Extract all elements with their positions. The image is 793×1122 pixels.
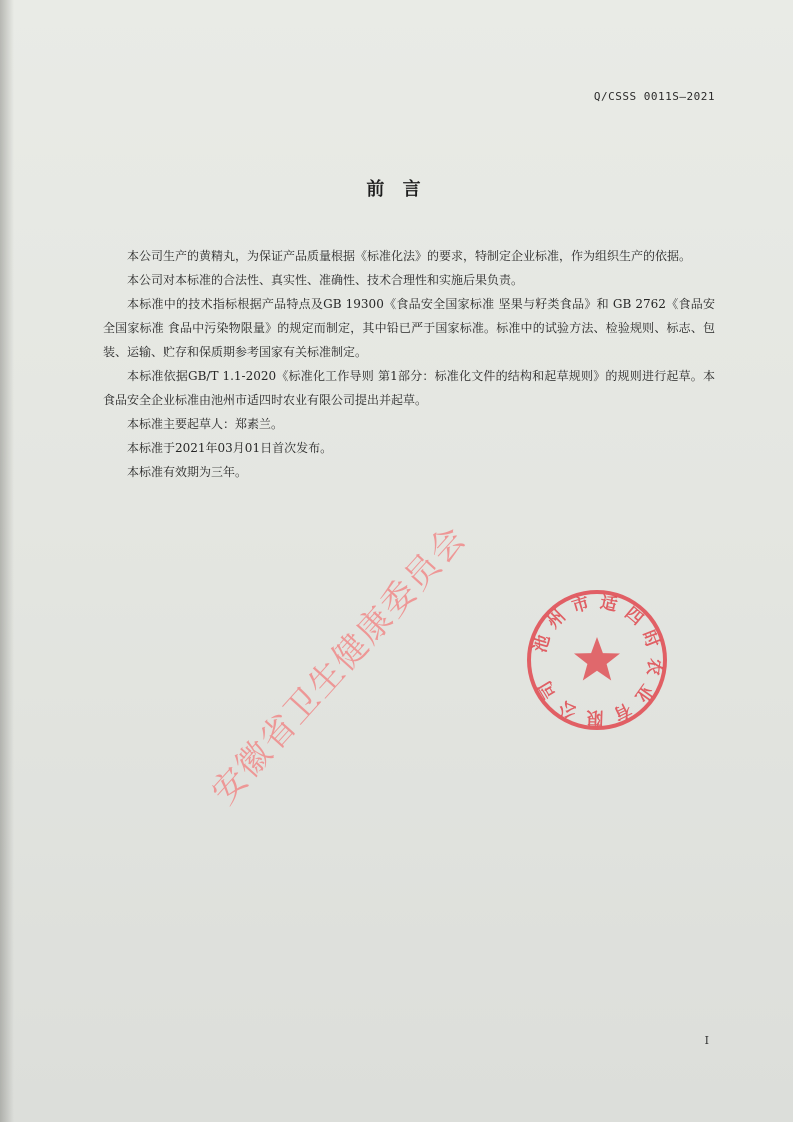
- page-edge-shadow: [0, 0, 14, 1122]
- page-title: 前 言: [366, 179, 427, 200]
- paragraph: 本标准于2021年03月01日首次发布。: [127, 441, 333, 455]
- company-seal: [522, 585, 672, 735]
- paragraph: 本标准中的技术指标根据产品特点及GB 19300《食品安全国家标准 坚果与籽类食品》和 GB 2762《食品安全国家标准 食品中污染物限量》的规定而制定，其中铅已严于国家标准。标准中的试验方法、检验规则、标志、包装、运输、贮存和保质期参考国家有关标准制定。: [103, 297, 715, 359]
- seal-star-icon: [574, 637, 620, 681]
- paragraph: 本标准依据GB/T 1.1-2020《标准化工作导则 第1部分：标准化文件的结构和起草规则》的规则进行起草。本食品安全企业标准由池州市适四时农业有限公司提出并起草。: [103, 369, 715, 407]
- foreword-body: [103, 244, 715, 484]
- paragraph: 本标准主要起草人：郑素兰。: [127, 417, 284, 431]
- standard-code: Q/CSSS 0011S—2021: [593, 90, 715, 103]
- approval-watermark: 安徽省卫生健康委员会: [203, 517, 475, 813]
- paragraph: 本公司生产的黄精丸，为保证产品质量根据《标准化法》的要求，特制定企业标准，作为组织生产的依据。: [127, 249, 692, 263]
- paragraph: 本公司对本标准的合法性、真实性、准确性、技术合理性和实施后果负责。: [127, 273, 524, 287]
- seal-text: 池州市适四时农业有限公司: [530, 592, 665, 728]
- paragraph: 本标准有效期为三年。: [127, 465, 248, 479]
- page-number: I: [704, 1034, 709, 1047]
